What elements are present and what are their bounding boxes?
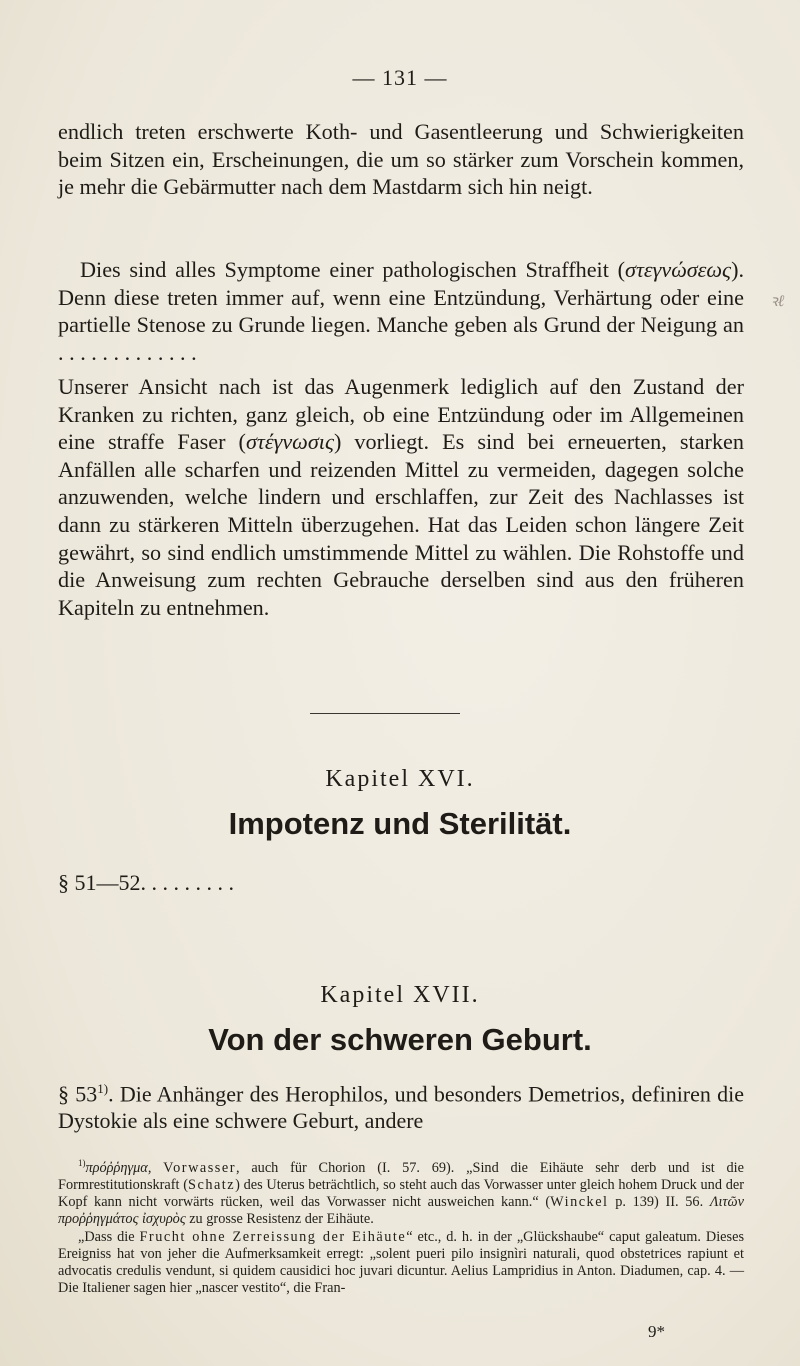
footnote-text: zu grosse Resistenz der Eihäute.	[185, 1211, 374, 1228]
page-number: — 131 —	[352, 65, 448, 90]
footnote-author: Winckel	[550, 1194, 609, 1211]
printer-signature: 9*	[648, 1322, 665, 1341]
footnote-term: Vorwasser	[163, 1159, 236, 1176]
footnote-text: p. 139) II. 56.	[608, 1194, 710, 1211]
symptoms-text-a: Dies sind alles Symptome einer pathologischen Straffheit (	[80, 257, 625, 282]
symptoms-text-b: ). Denn diese treten immer auf, wenn eine Entzündung, Verhärtung oder eine partielle Stenose zu Grunde liegen. Manche geben als Grund der Neigung an . . . . . . . . . . . . .	[58, 257, 744, 365]
chapter-17-title: Von der schweren Geburt.	[208, 1022, 592, 1057]
footnote-ref: 1)	[97, 1081, 109, 1096]
greek-term: στεγνώσεως	[625, 257, 732, 282]
paragraph-symptoms	[58, 256, 744, 366]
paragraph-intro-text: endlich treten erschwerte Koth- und Gasentleerung und Schwierigkeiten beim Sitzen ein, Erscheinungen, die um so stärker zum Vorschein kommen, je mehr die Gebärmutter nach dem Mastdarm sich hin neigt.	[58, 119, 744, 200]
footnote-text: „Dass die	[78, 1228, 140, 1245]
chapter-17-text: . Die Anhänger des Herophilos, und besonders Demetrios, definiren die Dystokie als eine schwere Geburt, andere	[58, 1081, 745, 1134]
chapter-16-section: § 51—52. . . . . . . . .	[58, 870, 234, 895]
chapter-16-label: Kapitel XVI.	[325, 766, 475, 792]
footnote-text: , auch für Chorion (I. 57. 69). „Sind die Eihäute sehr derb und ist die Formrestitutionskraft (	[58, 1159, 744, 1193]
chapter-17-paragraph	[58, 1075, 744, 1134]
footnote-author: Schatz	[188, 1176, 236, 1193]
footnote-text: ) des Uterus beträchtlich, so steht auch das Vorwasser unter gleich hohem Druck und der Kopf kann nicht vorwärts rücken, weil das Vorwasser nicht ausweichen kann.“ (	[58, 1176, 744, 1211]
paragraph-opinion	[58, 373, 744, 621]
opinion-text-b: ) vorliegt. Es sind bei erneuerten, starken Anfällen alle scharfen und reizenden Mittel zu vermeiden, dagegen solche anzuwenden, welche lindern und erschlaffen, zur Zeit des Nachlasses ist dann zu stärkeren Mitteln überzugehen. Hat das Leiden schon längere Zeit gewährt, so sind endlich umstimmende Mittel zu wählen. Die Rohstoffe und die Anweisung zum rechten Gebrauche derselben sind aus den früheren Kapiteln zu entnehmen.	[58, 429, 744, 620]
footnote-marker: 1)	[78, 1158, 86, 1168]
footnote-term: Frucht ohne Zerreissung der Eihäute	[139, 1228, 407, 1245]
chapter-17-label: Kapitel XVII.	[320, 982, 480, 1008]
paragraph-intro	[58, 118, 744, 201]
opinion-text-a: Unserer Ansicht nach ist das Augenmerk lediglich auf den Zustand der Kranken zu richten, ganz gleich, ob eine Entzündung oder im Allgemeinen eine straffe Faser (	[58, 374, 744, 455]
margin-annotation: ꝛℓ	[770, 293, 785, 310]
footnote-greek: πρόῤῥηγμα	[85, 1159, 148, 1176]
footnote-text: ,	[147, 1159, 164, 1176]
footnote-greek: Λιτῶν προῤῥηγμάτος ἰσχυρὸς	[58, 1194, 744, 1228]
section-mark: § 53	[58, 1081, 98, 1107]
footnote-text: “ etc., d. h. in der „Glückshaube“ caput galeatum. Dieses Ereigniss hat von jeher die Aufmerksamkeit erregt: „solent pueri pilo insignìri naturali, quod obstetrices rapiunt et advocatis credulis vendunt, si quidem causidici hoc juvari dicuntur. Aelius Lampridius in Anton. Diadumen, cap. 4. — Die Italiener sagen hier „nascer vestito“, die Fran-	[58, 1228, 745, 1297]
greek-term: στέγνωσις	[245, 429, 334, 455]
footnote	[58, 1155, 744, 1297]
section-divider	[310, 713, 460, 714]
chapter-16-title: Impotenz und Sterilität.	[228, 806, 572, 841]
